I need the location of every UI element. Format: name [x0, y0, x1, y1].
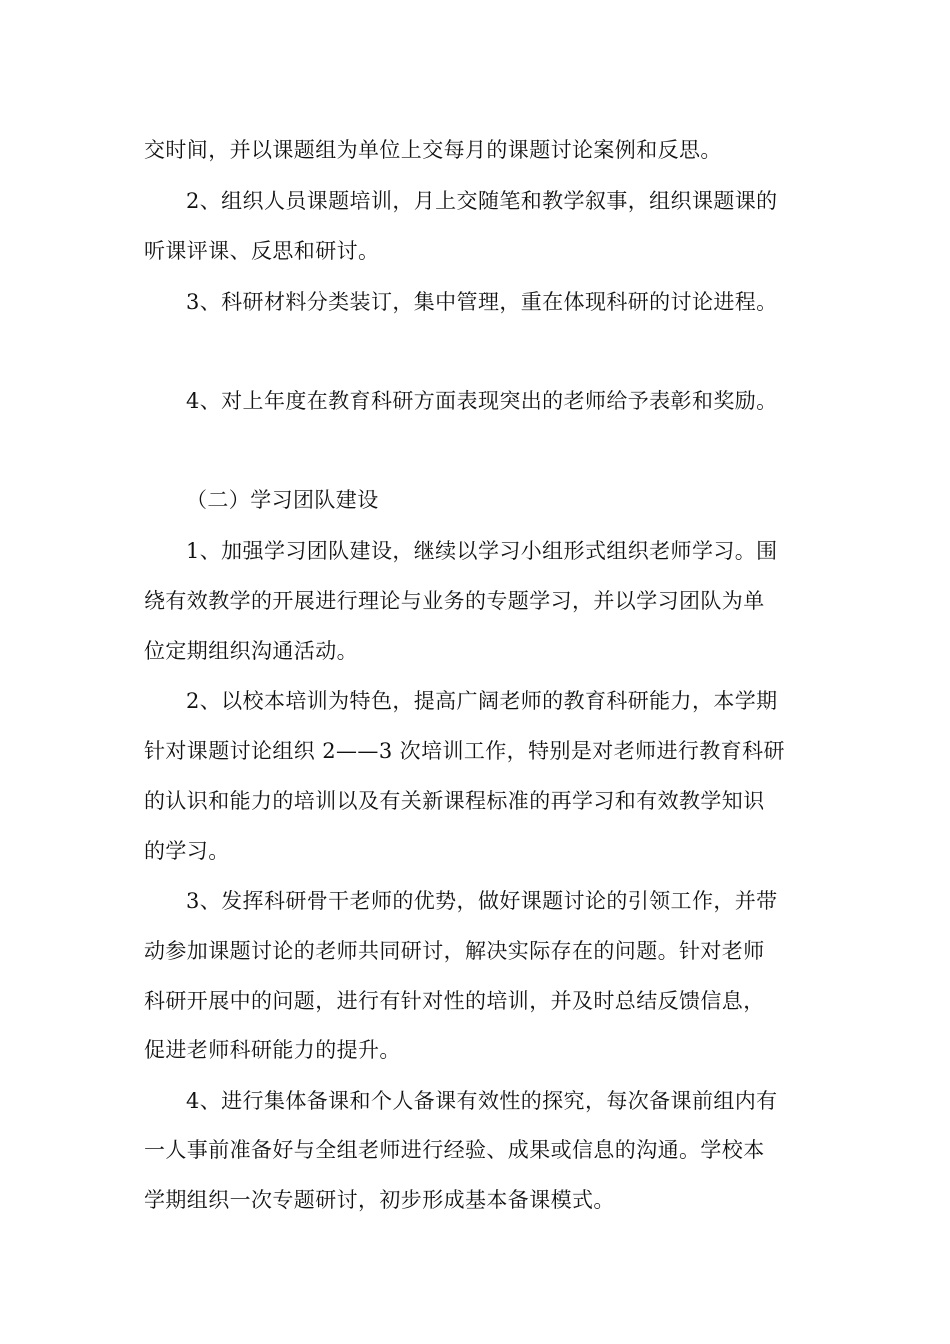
text-line: 的认识和能力的培训以及有关新课程标准的再学习和有效教学知识: [144, 789, 765, 813]
text-line: 科研开展中的问题，进行有针对性的培训，并及时总结反馈信息，: [144, 989, 765, 1013]
text-line: 2、组织人员课题培训，月上交随笔和教学叙事，组织课题课的: [186, 189, 778, 213]
text-line: 的学习。: [144, 839, 230, 863]
text-line: 动参加课题讨论的老师共同研讨，解决实际存在的问题。针对老师: [144, 939, 765, 963]
text-line: 3、科研材料分类装订，集中管理，重在体现科研的讨论进程。: [186, 290, 778, 314]
text-line: 位定期组织沟通活动。: [144, 639, 358, 663]
text-line: 一人事前准备好与全组老师进行经验、成果或信息的沟通。学校本: [144, 1138, 765, 1162]
text-line: 针对课题讨论组织 2——3 次培训工作，特别是对老师进行教育科研: [144, 739, 785, 763]
text-line: 1、加强学习团队建设，继续以学习小组形式组织老师学习。围: [186, 539, 778, 563]
section-heading: （二）学习团队建设: [186, 488, 379, 512]
text-line: 2、以校本培训为特色，提高广阔老师的教育科研能力，本学期: [186, 689, 778, 713]
text-line: 促进老师科研能力的提升。: [144, 1038, 401, 1062]
text-line: 3、发挥科研骨干老师的优势，做好课题讨论的引领工作，并带: [186, 889, 778, 913]
text-line: 听课评课、反思和研讨。: [144, 239, 380, 263]
text-line: 4、对上年度在教育科研方面表现突出的老师给予表彰和奖励。: [186, 389, 778, 413]
text-line: 绕有效教学的开展进行理论与业务的专题学习，并以学习团队为单: [144, 589, 765, 613]
text-line: 学期组织一次专题研讨，初步形成基本备课模式。: [144, 1188, 615, 1212]
text-line: 交时间，并以课题组为单位上交每月的课题讨论案例和反思。: [144, 138, 722, 162]
text-line: 4、进行集体备课和个人备课有效性的探究，每次备课前组内有: [186, 1089, 778, 1113]
